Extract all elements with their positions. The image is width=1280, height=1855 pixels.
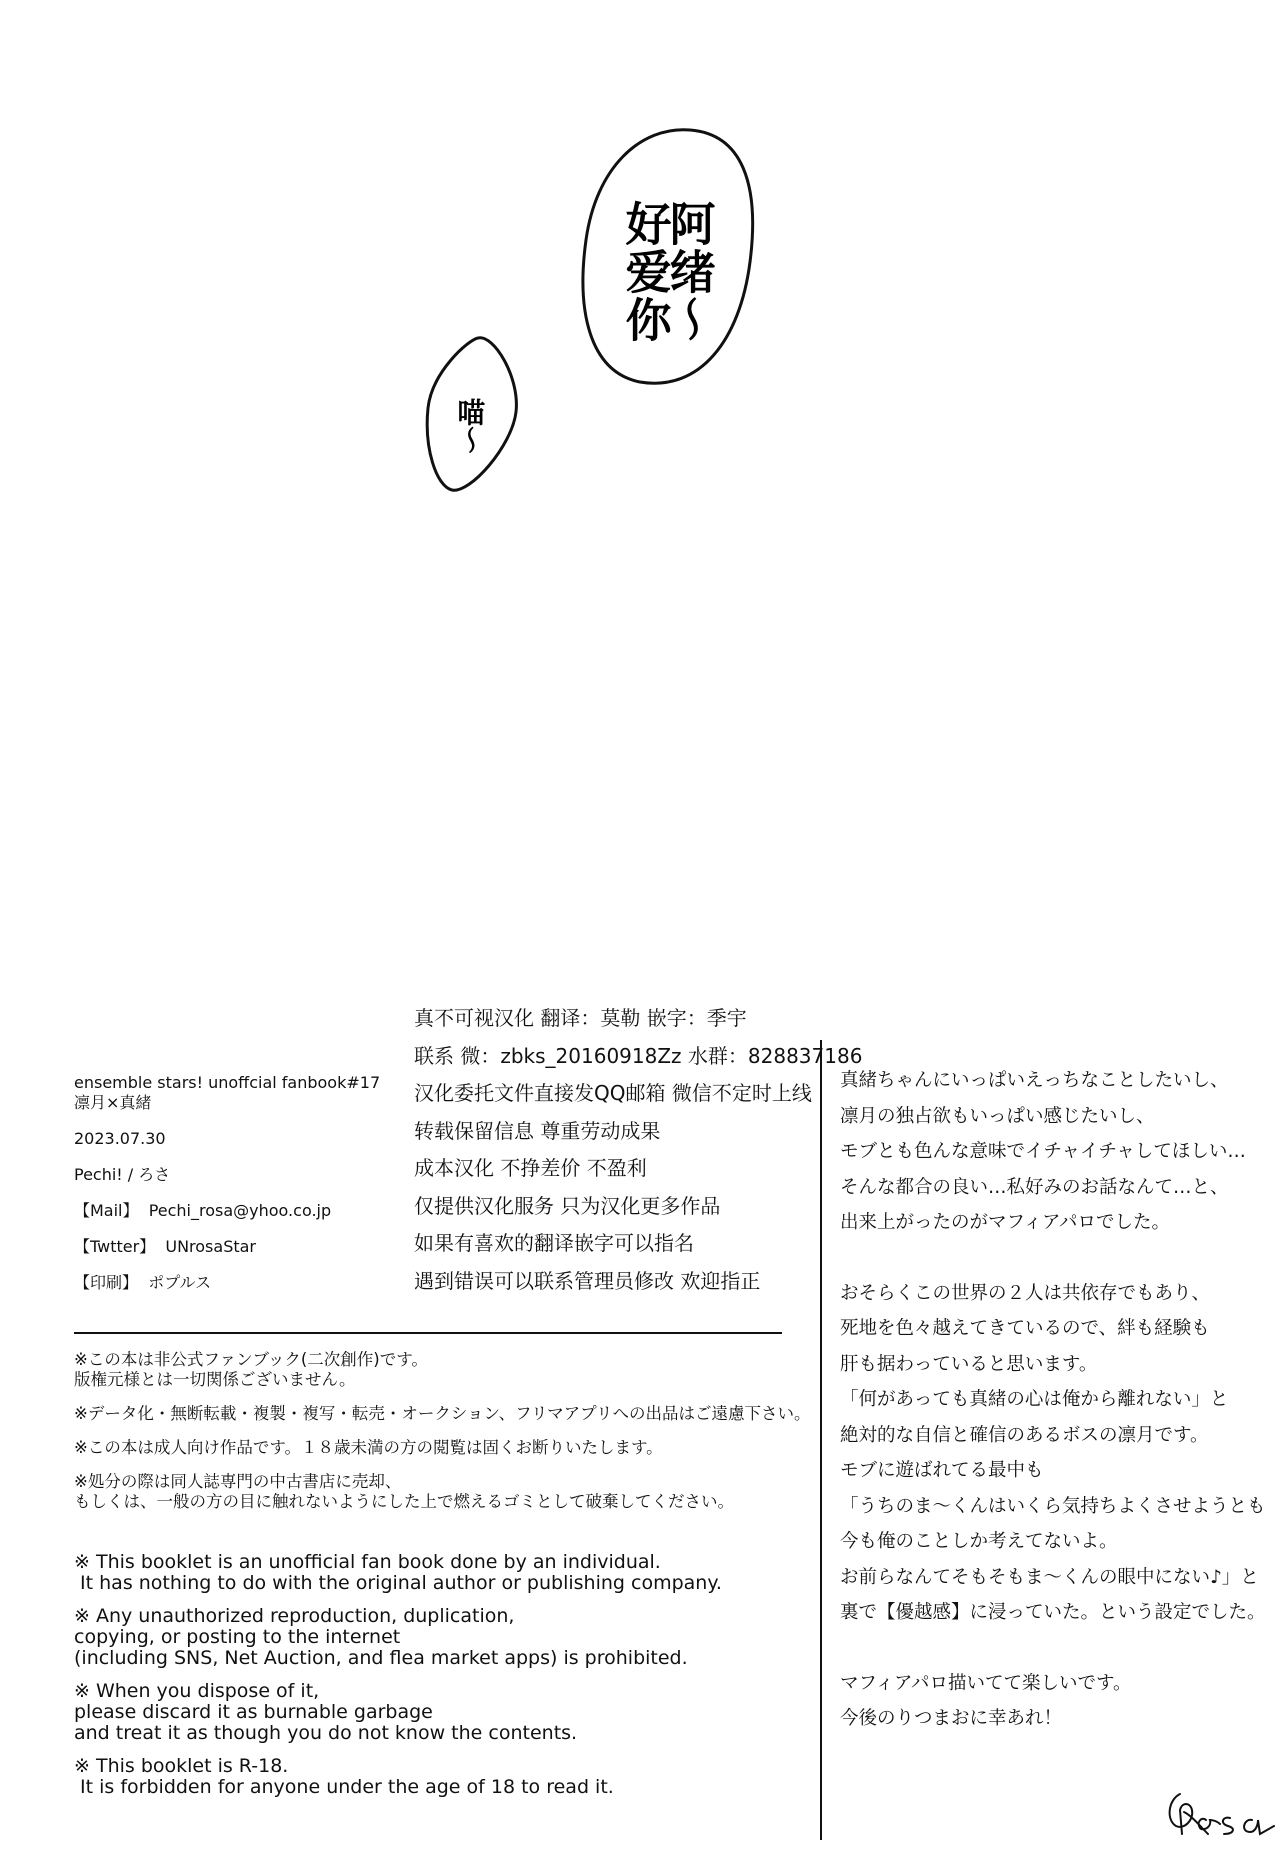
- book-pairing: 凛月×真緒: [74, 1093, 152, 1112]
- small-bubble-text: 喵～: [453, 398, 487, 454]
- notice-line: ※ This booklet is an unofficial fan book done by an individual.: [74, 1551, 661, 1573]
- notices-japanese: [74, 1350, 814, 1526]
- notice-jp: [74, 1472, 814, 1512]
- book-title: ensemble stars! unoffcial fanbook#17: [74, 1073, 381, 1092]
- afterword: [840, 1063, 1280, 1772]
- notice-line: ※処分の際は同人誌専門の中古書店に売却、: [74, 1472, 402, 1491]
- speech-bubbles: [0, 0, 1280, 700]
- signature-image: [1162, 1780, 1280, 1840]
- credit-line: 联系 微：zbks_20160918Zz 水群：828837186: [414, 1043, 863, 1068]
- afterword-line: 凛月の独占欲もいっぱい感じたいし、: [840, 1105, 1155, 1127]
- main-bubble-line-1: 阿绪～: [662, 200, 717, 344]
- afterword-line: 肝も据わっていると思います。: [840, 1353, 1098, 1375]
- notice-en: [74, 1552, 814, 1594]
- main-bubble-line-2: 好爱你: [618, 200, 673, 344]
- notice-jp: [74, 1404, 814, 1424]
- afterword-line: 「うちのま～くんはいくら気持ちよくさせようとも: [840, 1495, 1266, 1517]
- notice-line: 版権元様とは一切関係ございません。: [74, 1370, 356, 1389]
- afterword-line: 今後のりつまおに幸あれ！: [840, 1708, 1063, 1729]
- colophon: [74, 1073, 414, 1293]
- notices-english: [74, 1552, 814, 1810]
- credit-line: 如果有喜欢的翻译嵌字可以指名: [414, 1231, 694, 1255]
- printer-name: ポプルス: [148, 1273, 212, 1292]
- notice-en: [74, 1756, 814, 1798]
- afterword-line: 今も俺のことしか考えてないよ。: [840, 1531, 1118, 1552]
- publish-date: 2023.07.30: [74, 1129, 166, 1148]
- notice-line: ※ When you dispose of it,: [74, 1680, 320, 1702]
- credit-line: 真不可视汉化 翻译：莫勒 嵌字：季宇: [414, 1006, 747, 1030]
- notice-jp: [74, 1350, 814, 1390]
- afterword-line: モブに遊ばれてる最中も: [840, 1460, 1044, 1481]
- print-label: 【印刷】: [74, 1273, 139, 1292]
- afterword-line: おそらくこの世界の２人は共依存でもあり、: [840, 1282, 1211, 1304]
- afterword-line: そんな都合の良い…私好みのお話なんて…と、: [840, 1176, 1229, 1198]
- notice-line: ※ This booklet is R-18.: [74, 1755, 289, 1777]
- afterword-line: マフィアパロ描いてて楽しいです。: [840, 1672, 1132, 1694]
- credit-line: 成本汉化 不挣差价 不盈利: [414, 1156, 647, 1180]
- credit-line: 仅提供汉化服务 只为汉化更多作品: [414, 1193, 721, 1218]
- notice-line: It has nothing to do with the original author or publishing company.: [74, 1572, 722, 1594]
- notice-line: もしくは、一般の方の目に触れないようにした上で燃えるゴミとして破棄してください。: [74, 1492, 734, 1511]
- notice-line: and treat it as though you do not know the contents.: [74, 1722, 578, 1744]
- afterword-paragraph: [840, 1666, 1280, 1737]
- twitter-row: [74, 1237, 414, 1257]
- mail-address: Pechi_rosa@yhoo.co.jp: [148, 1201, 332, 1220]
- credit-line: 转载保留信息 尊重劳动成果: [414, 1118, 661, 1143]
- afterword-paragraph: [840, 1063, 1280, 1241]
- notice-line: It is forbidden for anyone under the age of 18 to read it.: [74, 1776, 614, 1798]
- afterword-line: 死地を色々越えてきているので、絆も経験も: [840, 1318, 1210, 1339]
- afterword-line: 出来上がったのがマフィアパロでした。: [840, 1212, 1171, 1233]
- notice-line: (including SNS, Net Auction, and flea market apps) is prohibited.: [74, 1647, 688, 1669]
- afterword-line: 真緒ちゃんにいっぱいえっちなことしたいし、: [840, 1070, 1229, 1091]
- afterword-paragraph: [840, 1276, 1280, 1631]
- twitter-handle: UNrosaStar: [165, 1237, 257, 1256]
- twitter-label: 【Twtter】: [74, 1237, 156, 1256]
- afterword-line: お前らなんてそもそもま～くんの眼中にない♪」と: [840, 1566, 1259, 1588]
- notice-en: [74, 1681, 814, 1744]
- credit-line: 遇到错误可以联系管理员修改 欢迎指正: [414, 1268, 761, 1293]
- afterword-line: 「何があっても真緒の心は俺から離れない」と: [840, 1389, 1229, 1410]
- notice-line: ※データ化・無断転載・複製・複写・転売・オークション、フリマアプリへの出品はご遠慮下さい。: [74, 1404, 811, 1423]
- notice-en: [74, 1606, 814, 1669]
- horizontal-divider: [74, 1332, 782, 1334]
- afterword-line: 裏で【優越感】に浸っていた。という設定でした。: [840, 1602, 1266, 1623]
- circle-name: Pechi! / ろさ: [74, 1165, 171, 1184]
- notice-line: ※ Any unauthorized reproduction, duplication,: [74, 1605, 515, 1627]
- print-row: [74, 1273, 414, 1293]
- credit-line: 汉化委托文件直接发QQ邮箱 微信不定时上线: [414, 1081, 812, 1105]
- notice-line: ※この本は成人向け作品です。１８歳未満の方の閲覧は固くお断りいたします。: [74, 1438, 663, 1457]
- notice-line: copying, or posting to the internet: [74, 1626, 401, 1648]
- notice-line: ※この本は非公式ファンブック(二次創作)です。: [74, 1350, 428, 1369]
- mail-row: [74, 1201, 414, 1221]
- afterword-line: モブとも色んな意味でイチャイチャしてほしい…: [840, 1141, 1246, 1162]
- afterword-line: 絶対的な自信と確信のあるボスの凛月です。: [840, 1424, 1209, 1446]
- mail-label: 【Mail】: [74, 1201, 139, 1220]
- vertical-divider: [820, 1040, 822, 1840]
- notice-jp: [74, 1438, 814, 1458]
- translation-credits: [414, 1000, 863, 1300]
- notice-line: please discard it as burnable garbage: [74, 1701, 433, 1723]
